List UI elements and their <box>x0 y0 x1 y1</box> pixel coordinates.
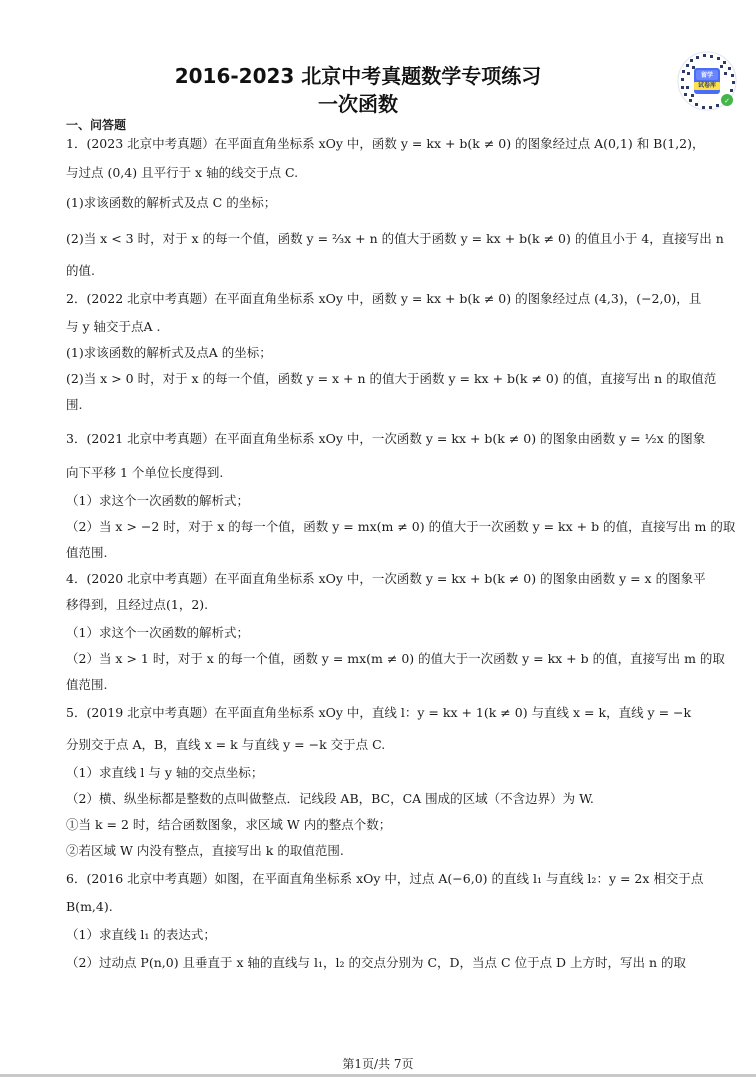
page-subtitle: 一次函数 <box>318 92 398 116</box>
text-line: (2)当 x < 3 时，对于 x 的每一个值，函数 y = ⅔x + n 的值大于函数 y = kx + b(k ≠ 0) 的值且小于 4，直接写出 n <box>66 231 724 246</box>
qr-code-logo <box>676 50 738 112</box>
page-title: 2016-2023 北京中考真题数学专项练习 <box>174 64 542 88</box>
text-line: (1)求该函数的解析式及点 C 的坐标； <box>66 195 277 210</box>
text-line: ①当 k = 2 时，结合函数图象，求区域 W 内的整点个数； <box>66 817 392 832</box>
text-line: 与过点 (0,4) 且平行于 x 轴的线交于点 C. <box>66 165 299 180</box>
text-line: （1）求这个一次函数的解析式； <box>66 493 249 508</box>
text-line: （1）求这个一次函数的解析式； <box>66 625 249 640</box>
qr-caption-bottom: 试卷库 <box>694 82 720 90</box>
text-line: 与 y 轴交于点A . <box>66 319 161 334</box>
svg-text:✓: ✓ <box>724 97 730 105</box>
text-line: 的值. <box>66 263 95 278</box>
text-line: 值范围. <box>66 677 108 692</box>
text-line: 4．(2020 北京中考真题）在平面直角坐标系 xOy 中，一次函数 y = kx + b(k ≠ 0) 的图象由函数 y = x 的图象平 <box>66 571 706 586</box>
text-line: B(m,4). <box>66 899 113 914</box>
text-line: 围. <box>66 397 83 412</box>
text-line: 1．(2023 北京中考真题）在平面直角坐标系 xOy 中，函数 y = kx + b(k ≠ 0) 的图象经过点 A(0,1) 和 B(1,2)， <box>66 136 705 151</box>
text-line: 6．(2016 北京中考真题）如图，在平面直角坐标系 xOy 中，过点 A(−6,0) 的直线 l₁ 与直线 l₂：y = 2x 相交于点 <box>66 871 704 886</box>
text-line: （1）求直线 l₁ 的表达式； <box>66 927 216 942</box>
text-line: 移得到，且经过点(1，2). <box>66 597 209 612</box>
text-line: 2．(2022 北京中考真题）在平面直角坐标系 xOy 中，函数 y = kx + b(k ≠ 0) 的图象经过点 (4,3)，(−2,0)，且 <box>66 291 702 306</box>
section-heading: 一、问答题 <box>66 118 127 132</box>
text-line: 向下平移 1 个单位长度得到. <box>66 465 224 480</box>
text-line: ②若区域 W 内没有整点，直接写出 k 的取值范围. <box>66 843 344 858</box>
text-line: （2）当 x > −2 时，对于 x 的每一个值，函数 y = mx(m ≠ 0) 的值大于一次函数 y = kx + b 的值，直接写出 m 的取 <box>66 519 736 534</box>
text-line: (1)求该函数的解析式及点A 的坐标； <box>66 345 272 360</box>
text-line: 5．(2019 北京中考真题）在平面直角坐标系 xOy 中，直线 l：y = kx + 1(k ≠ 0) 与直线 x = k，直线 y = −k <box>66 705 692 720</box>
qr-caption-top: 留学 <box>700 72 713 79</box>
page-footer: 第1页/共 7页 <box>342 1057 414 1071</box>
text-line: （2）横、纵坐标都是整数的点叫做整点．记线段 AB，BC，CA 围成的区域（不含边界）为 W. <box>66 791 594 806</box>
text-line: (2)当 x > 0 时，对于 x 的每一个值，函数 y = x + n 的值大于函数 y = kx + b(k ≠ 0) 的值，直接写出 n 的取值范 <box>66 371 717 386</box>
text-line: 3．(2021 北京中考真题）在平面直角坐标系 xOy 中，一次函数 y = kx + b(k ≠ 0) 的图象由函数 y = ½x 的图象 <box>66 431 706 446</box>
text-line: （2）过动点 P(n,0) 且垂直于 x 轴的直线与 l₁，l₂ 的交点分别为 C，D，当点 C 位于点 D 上方时，写出 n 的取 <box>66 955 687 970</box>
text-line: （1）求直线 l 与 y 轴的交点坐标； <box>66 765 264 780</box>
text-line: 值范围. <box>66 545 108 560</box>
text-line: （2）当 x > 1 时，对于 x 的每一个值，函数 y = mx(m ≠ 0) 的值大于一次函数 y = kx + b 的值，直接写出 m 的取 <box>66 651 725 666</box>
text-line: 分别交于点 A，B，直线 x = k 与直线 y = −k 交于点 C. <box>66 737 386 752</box>
